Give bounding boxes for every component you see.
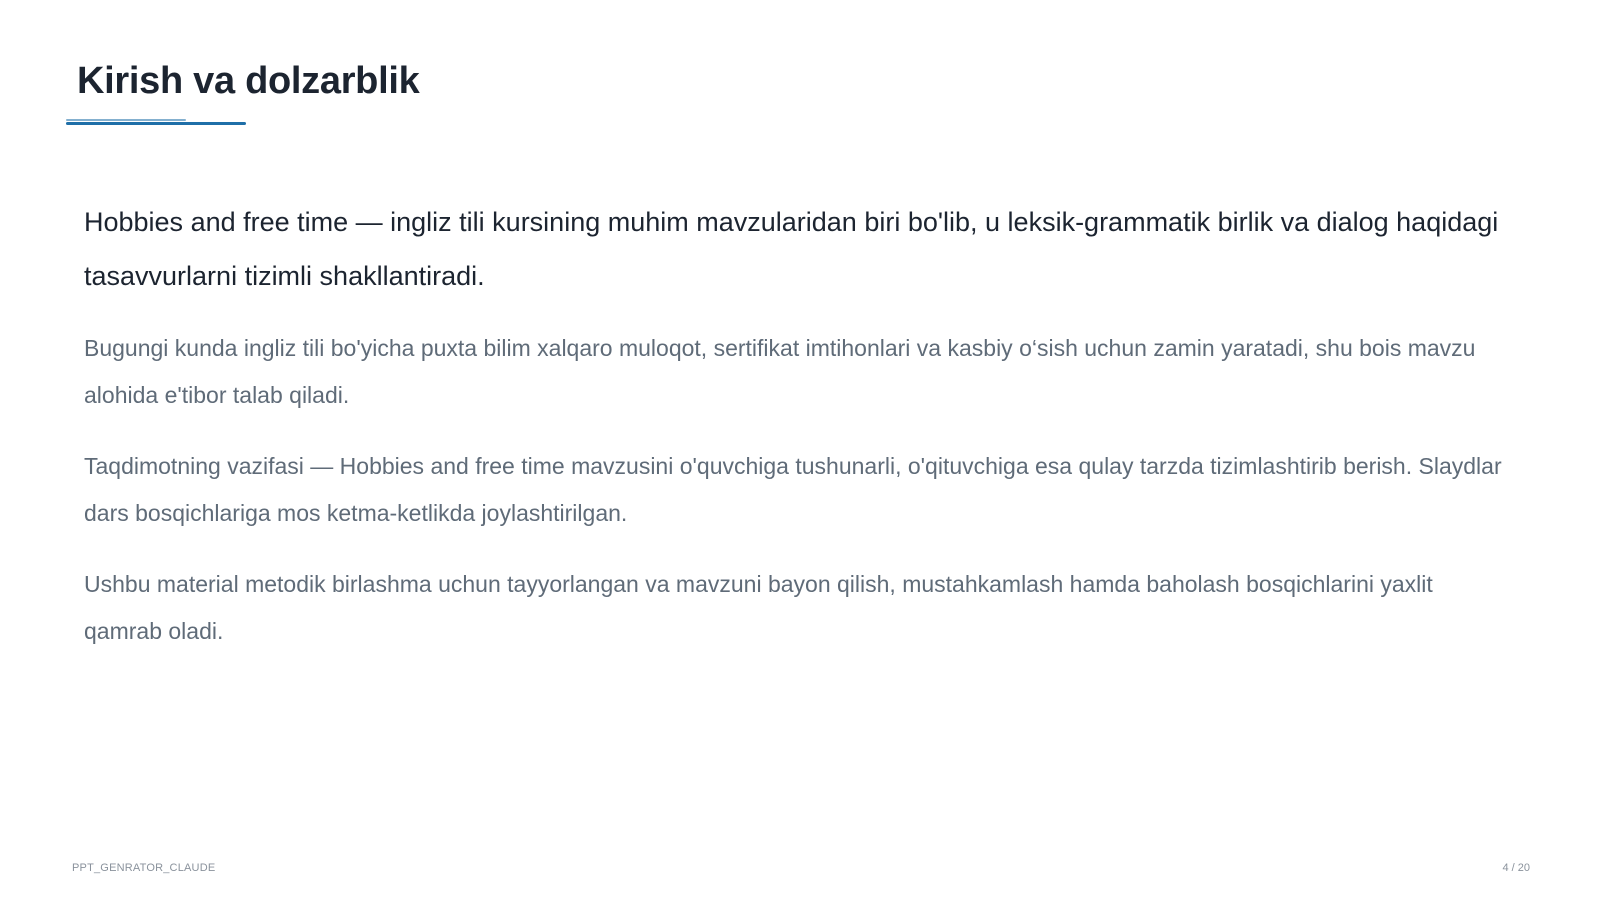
footer-brand: PPT_GENRATOR_CLAUDE — [72, 862, 216, 874]
body-paragraph-3: Ushbu material metodik birlashma uchun tayyorlangan va mavzuni bayon qilish, mustahkamlash hamda baholash bosqichlarini yaxlit qamrab oladi. — [84, 571, 1433, 644]
lead-paragraph: Hobbies and free time — ingliz tili kursining muhim mavzularidan biri bo'lib, u leksik-grammatik birlik va dialog haqidagi tasavvurlarni tizimli shakllantiradi. — [84, 207, 1499, 291]
slide-content — [84, 195, 1514, 679]
slide-title: Kirish va dolzarblik — [77, 60, 420, 102]
body-paragraph-1: Bugungi kunda ingliz tili bo'yicha puxta bilim xalqaro muloqot, sertifikat imtihonlari va kasbiy o‘sish uchun zamin yaratadi, shu bois mavzu alohida e'tibor talab qiladi. — [84, 335, 1476, 408]
page-indicator: 4 / 20 — [1502, 862, 1530, 874]
body-paragraph-2: Taqdimotning vazifasi — Hobbies and free time mavzusini o'quvchiga tushunarli, o'qituvchiga esa qulay tarzda tizimlashtirib berish. Slaydlar dars bosqichlariga mos ketma-ketlikda joylashtirilgan. — [84, 453, 1502, 526]
title-underline — [66, 122, 246, 125]
title-underline-accent — [66, 119, 186, 121]
